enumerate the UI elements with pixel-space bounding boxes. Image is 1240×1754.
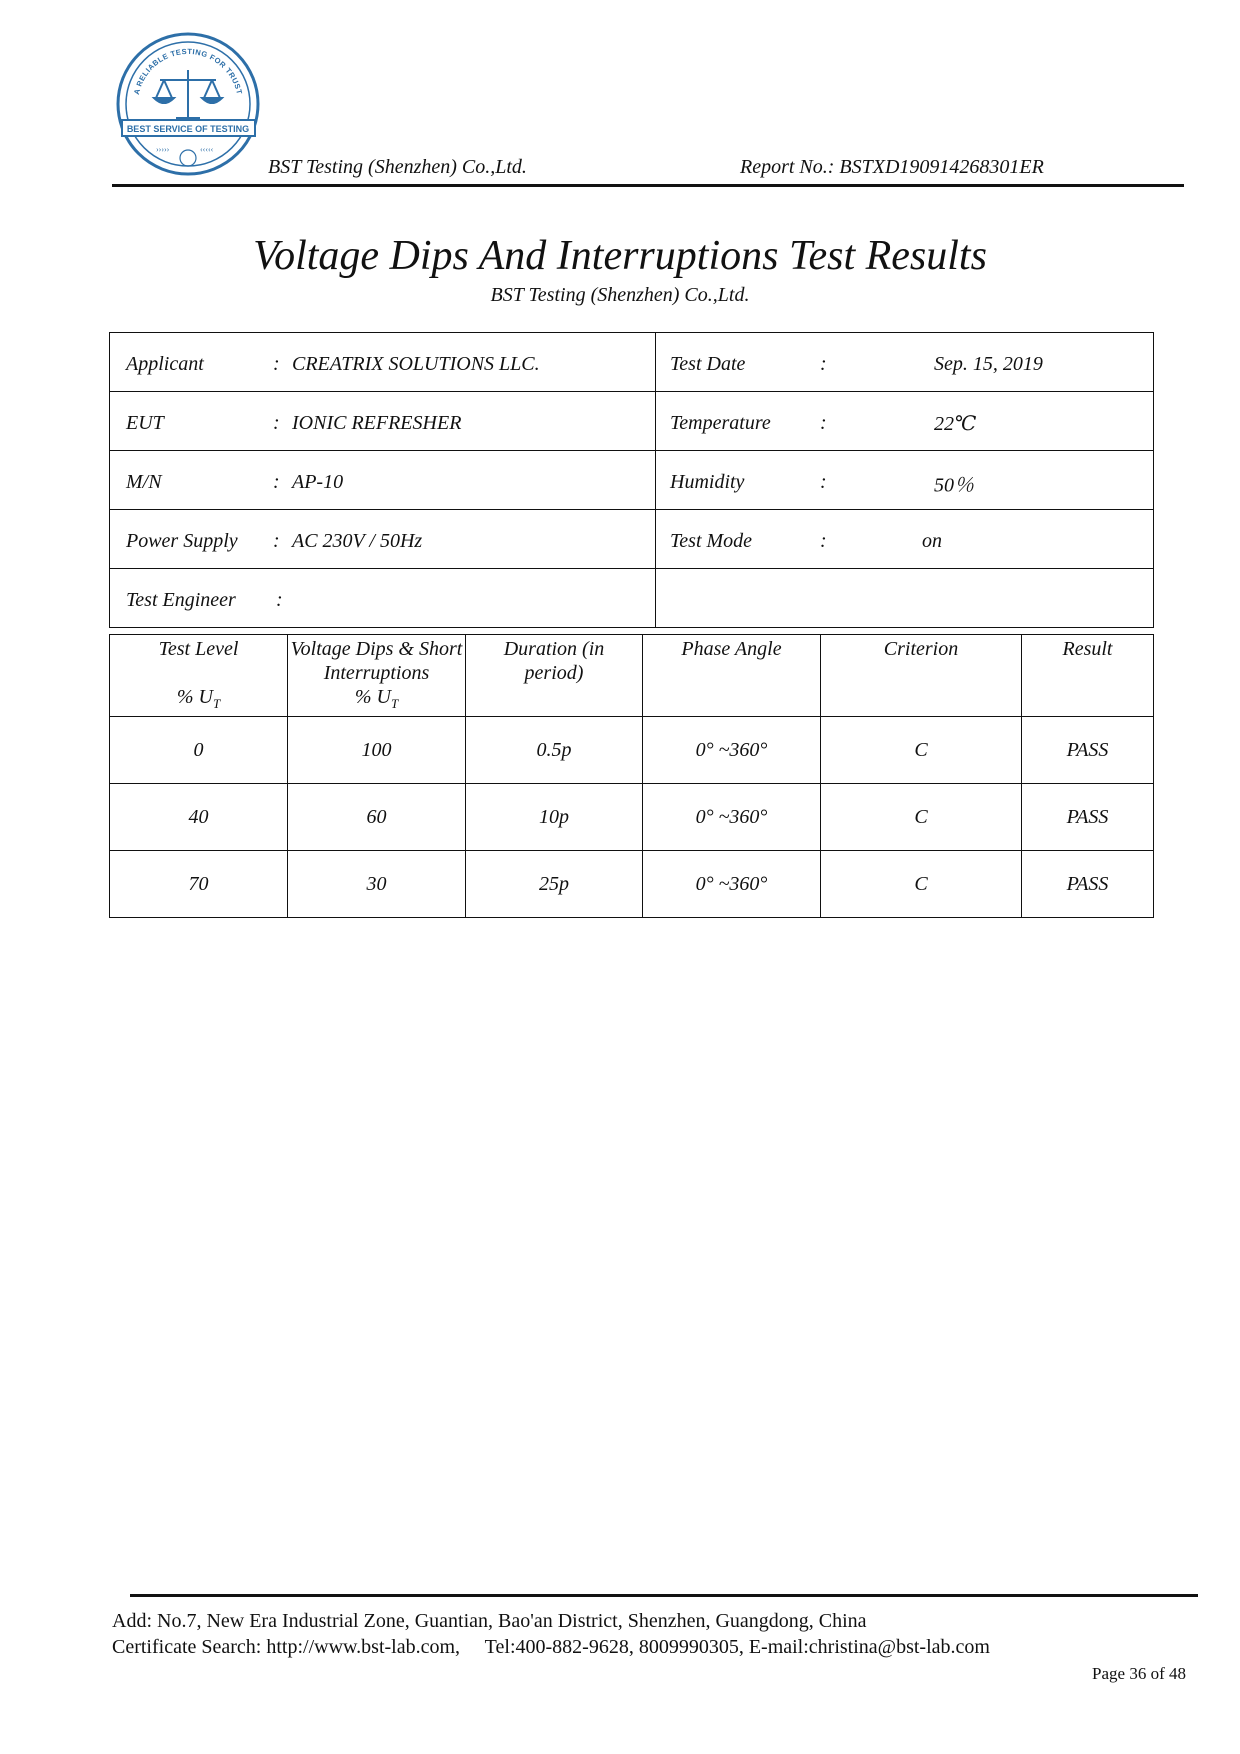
header-voltage-dips-text: Voltage Dips & Short Interruptions — [290, 638, 463, 684]
cell-voltage-dips: 30 — [288, 851, 466, 918]
test-info-table — [109, 332, 1154, 628]
table-row — [110, 717, 1154, 784]
cell-phase-angle: 0° ~360° — [643, 784, 821, 851]
temperature-value: 22℃ — [934, 413, 977, 435]
cell-result: PASS — [1022, 717, 1154, 784]
colon: : — [820, 529, 827, 552]
cell-voltage-dips: 60 — [288, 784, 466, 851]
logo-banner-text: BEST SERVICE OF TESTING — [126, 124, 250, 134]
applicant-value: CREATRIX SOLUTIONS LLC. — [292, 352, 540, 375]
cell-duration: 10p — [466, 784, 643, 851]
temperature-label: Temperature — [670, 411, 771, 434]
page-title: Voltage Dips And Interruptions Test Results — [253, 233, 987, 279]
footer-divider — [130, 1594, 1198, 1597]
cell-criterion: C — [821, 784, 1022, 851]
cell-result: PASS — [1022, 784, 1154, 851]
test-date-value: Sep. 15, 2019 — [934, 352, 1043, 375]
info-row — [110, 510, 1154, 569]
test-mode-value: on — [922, 529, 942, 552]
cell-phase-angle: 0° ~360° — [643, 717, 821, 784]
header-voltage-dips-unit: % $U_T$ — [354, 686, 399, 711]
colon: : — [273, 470, 280, 493]
colon: : — [273, 352, 280, 375]
header-result: Result — [1022, 635, 1154, 717]
table-row — [110, 784, 1154, 851]
cell-voltage-dips: 100 — [288, 717, 466, 784]
header-company: BST Testing (Shenzhen) Co.,Ltd. — [268, 156, 527, 178]
cell-duration: 25p — [466, 851, 643, 918]
colon: : — [820, 411, 827, 434]
cell-test-level: 0 — [110, 717, 288, 784]
info-row — [110, 333, 1154, 392]
eut-value: IONIC REFRESHER — [292, 411, 462, 434]
cell-criterion: C — [821, 851, 1022, 918]
info-row — [110, 569, 1154, 628]
model-number-value: AP-10 — [292, 470, 344, 493]
info-row — [110, 392, 1154, 451]
test-mode-label: Test Mode — [670, 529, 753, 552]
bst-logo-seal — [116, 30, 261, 178]
power-supply-value: AC 230V / 50Hz — [292, 529, 423, 552]
info-row — [110, 451, 1154, 510]
header-divider — [112, 184, 1184, 187]
header-phase-angle: Phase Angle — [643, 635, 821, 717]
model-number-label: M/N — [126, 470, 162, 493]
header-report-number: Report No.: BSTXD190914268301ER — [740, 156, 1044, 178]
cell-phase-angle: 0° ~360° — [643, 851, 821, 918]
results-table — [109, 634, 1154, 918]
page-subtitle: BST Testing (Shenzhen) Co.,Ltd. — [490, 284, 750, 306]
page-number: Page 36 of 48 — [1092, 1664, 1186, 1683]
cell-duration: 0.5p — [466, 717, 643, 784]
table-row — [110, 851, 1154, 918]
header-voltage-dips — [288, 635, 466, 717]
colon: : — [276, 588, 283, 611]
test-date-label: Test Date — [670, 352, 746, 375]
power-supply-label: Power Supply — [126, 529, 238, 552]
header-duration: Duration (in period) — [466, 635, 643, 717]
header-test-level-unit: % $U_T$ — [176, 686, 221, 711]
footer-address: Add: No.7, New Era Industrial Zone, Guantian, Bao'an District, Shenzhen, Guangdong, China — [112, 1610, 867, 1632]
cell-criterion: C — [821, 717, 1022, 784]
applicant-label: Applicant — [126, 352, 204, 375]
colon: : — [820, 470, 827, 493]
header-test-level — [110, 635, 288, 717]
header-test-level-text: Test Level — [158, 638, 239, 660]
eut-label: EUT — [126, 411, 164, 434]
test-engineer-label: Test Engineer — [126, 588, 236, 611]
humidity-value: 50％ — [934, 474, 974, 497]
cell-test-level: 70 — [110, 851, 288, 918]
humidity-label: Humidity — [670, 470, 745, 493]
header-criterion: Criterion — [821, 635, 1022, 717]
logo-arc-text: A RELIABLE TESTING FOR TRUST — [131, 46, 245, 96]
colon: : — [273, 529, 280, 552]
footer-certificate-contact: Certificate Search: http://www.bst-lab.com, Tel:400-882-9628, 8009990305, E-mail:christina@bst-lab.com — [112, 1636, 990, 1658]
svg-text:‹‹‹‹‹: ‹‹‹‹‹ — [200, 145, 214, 154]
cell-result: PASS — [1022, 851, 1154, 918]
svg-text:›››››: ››››› — [156, 145, 170, 154]
cell-test-level: 40 — [110, 784, 288, 851]
results-header-row — [110, 635, 1154, 717]
colon: : — [820, 352, 827, 375]
colon: : — [273, 411, 280, 434]
